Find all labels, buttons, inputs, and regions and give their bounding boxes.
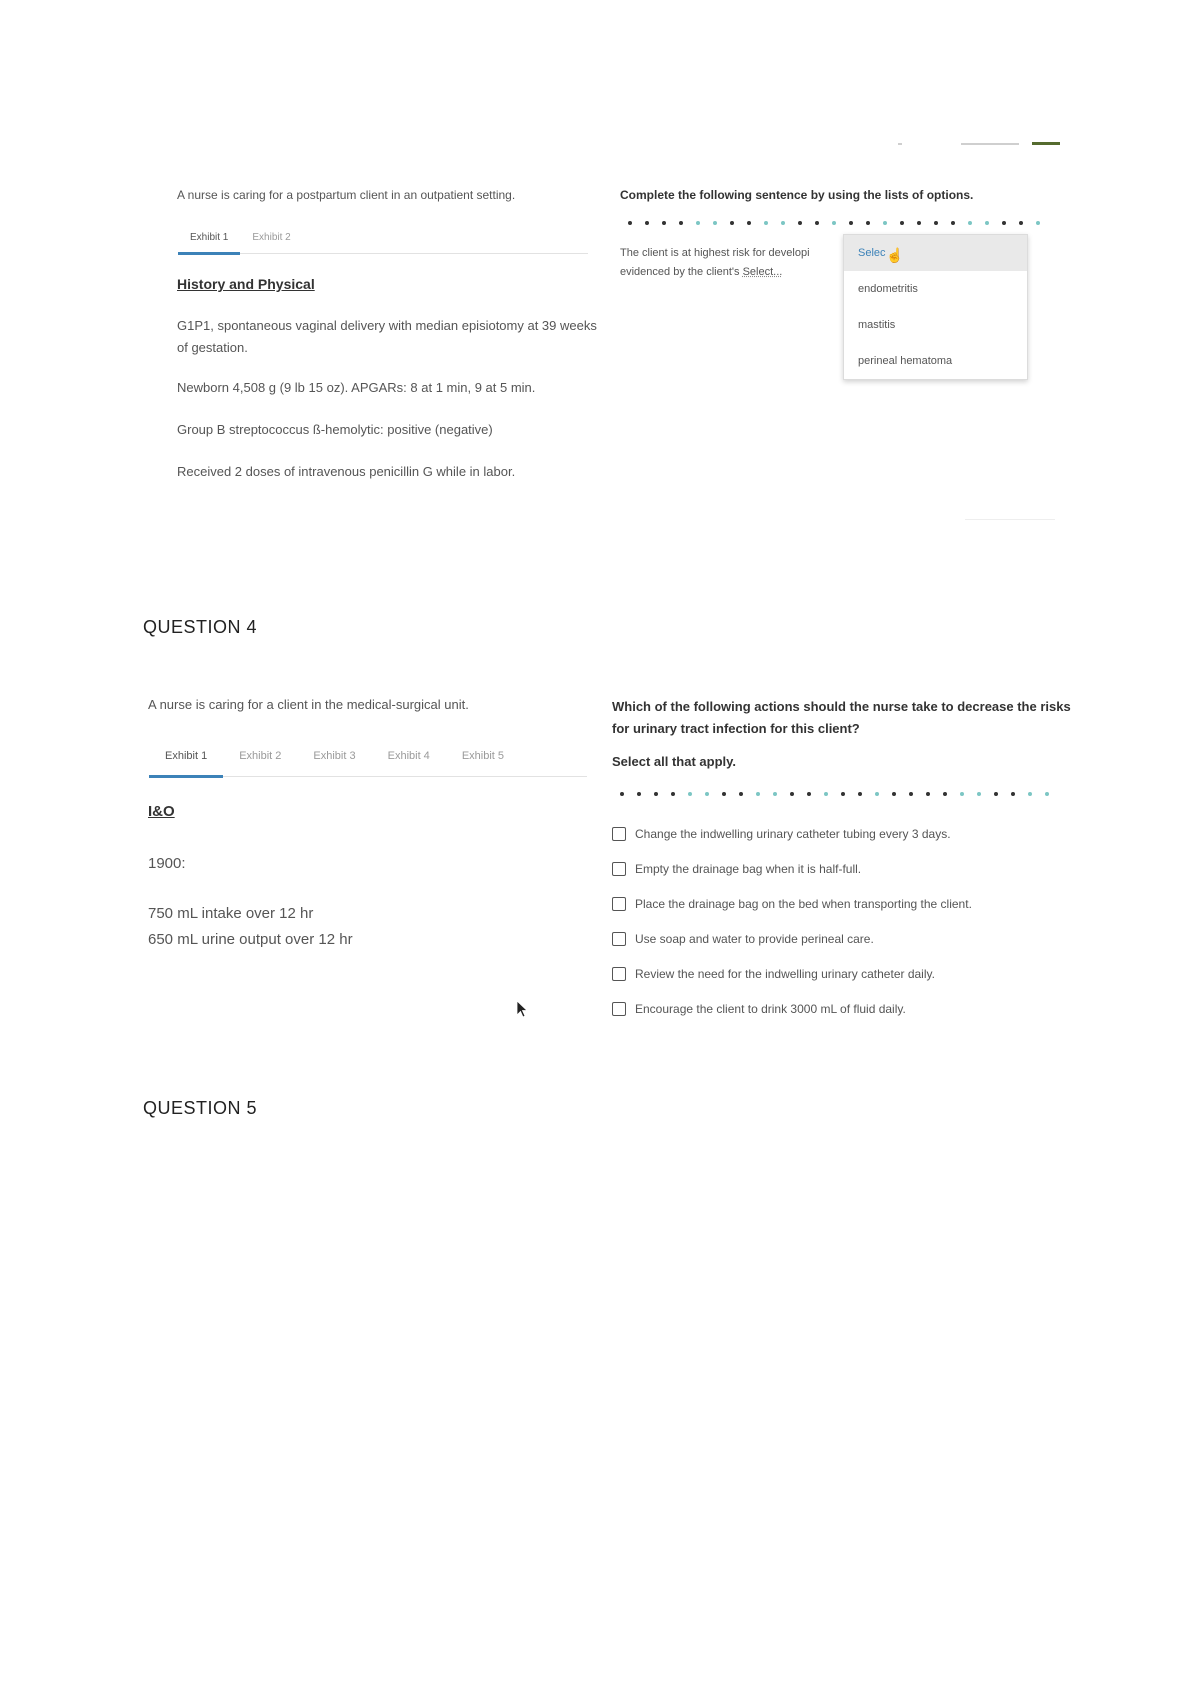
- q3-stem: A nurse is caring for a postpartum client in an outpatient setting.: [177, 188, 516, 202]
- q3-tab-exhibit-2[interactable]: Exhibit 2: [252, 232, 291, 243]
- checkbox[interactable]: [612, 862, 626, 876]
- divider-dot: [679, 221, 683, 225]
- divider-dot: [900, 221, 904, 225]
- q4-option-label: Encourage the client to drink 3000 mL of fluid daily.: [635, 1002, 906, 1016]
- q3-paragraph-2: Newborn 4,508 g (9 lb 15 oz). APGARs: 8 at 1 min, 9 at 5 min.: [177, 380, 536, 395]
- divider-dot: [747, 221, 751, 225]
- top-divider-gray: [961, 143, 1019, 145]
- q4-option-label: Change the indwelling urinary catheter tubing every 3 days.: [635, 827, 951, 841]
- divider-dot: [671, 792, 675, 796]
- divider-dot: [1011, 792, 1015, 796]
- divider-dot: [637, 792, 641, 796]
- q3-dotted-divider: [628, 221, 1053, 225]
- mouse-pointer-icon: [516, 1000, 528, 1018]
- divider-dot: [1045, 792, 1049, 796]
- divider-dot: [926, 792, 930, 796]
- q4-output: 650 mL urine output over 12 hr: [148, 931, 353, 948]
- q3-second-select[interactable]: Select...: [742, 266, 783, 278]
- q4-tab-exhibit-3[interactable]: Exhibit 3: [313, 750, 356, 762]
- q4-option-label: Empty the drainage bag when it is half-full.: [635, 862, 862, 876]
- divider-dot: [739, 792, 743, 796]
- q4-tab-exhibit-5[interactable]: Exhibit 5: [461, 750, 505, 762]
- divider-dot: [1002, 221, 1006, 225]
- divider-dot: [892, 792, 896, 796]
- q4-option-row[interactable]: [612, 967, 935, 981]
- q3-paragraph-1: G1P1, spontaneous vaginal delivery with median episiotomy at 39 weeks of gestation.: [177, 318, 597, 355]
- q3-tab-exhibit-1[interactable]: Exhibit 1: [178, 232, 240, 253]
- divider-dot: [917, 221, 921, 225]
- q4-time: 1900:: [148, 855, 186, 872]
- q3-section-heading: History and Physical: [177, 276, 315, 292]
- checkbox[interactable]: [612, 932, 626, 946]
- divider-dot: [645, 221, 649, 225]
- divider-dot: [688, 792, 692, 796]
- q3-bottom-divider: [965, 519, 1055, 520]
- q4-option-row[interactable]: [612, 932, 874, 946]
- divider-dot: [773, 792, 777, 796]
- divider-dot: [824, 792, 828, 796]
- divider-dot: [798, 221, 802, 225]
- q4-option-label: Place the drainage bag on the bed when transporting the client.: [635, 897, 972, 911]
- checkbox[interactable]: [612, 897, 626, 911]
- divider-dot: [807, 792, 811, 796]
- top-divider-small: [898, 143, 902, 145]
- q4-option-row[interactable]: [612, 827, 951, 841]
- q4-option-label: Use soap and water to provide perineal care.: [635, 932, 874, 946]
- divider-dot: [849, 221, 853, 225]
- q3-option-mastitis[interactable]: mastitis: [858, 319, 896, 331]
- divider-dot: [696, 221, 700, 225]
- q3-sentence-line-1: The client is at highest risk for developi: [620, 247, 810, 259]
- q4-stem: A nurse is caring for a client in the medical-surgical unit.: [148, 697, 469, 712]
- q4-option-row[interactable]: [612, 897, 972, 911]
- divider-dot: [841, 792, 845, 796]
- q4-dotted-divider: [620, 792, 1062, 796]
- q4-intake: 750 mL intake over 12 hr: [148, 905, 314, 922]
- divider-dot: [883, 221, 887, 225]
- divider-dot: [1028, 792, 1032, 796]
- q4-option-label: Review the need for the indwelling urinary catheter daily.: [635, 967, 935, 981]
- q4-tab-exhibit-2[interactable]: Exhibit 2: [239, 750, 282, 762]
- q3-paragraph-4: Received 2 doses of intravenous penicillin G while in labor.: [177, 464, 516, 479]
- q3-sentence-line-2: [620, 263, 860, 282]
- q3-option-endometritis[interactable]: endometritis: [858, 283, 918, 295]
- checkbox[interactable]: [612, 967, 626, 981]
- divider-dot: [977, 792, 981, 796]
- divider-dot: [628, 221, 632, 225]
- divider-dot: [705, 792, 709, 796]
- q4-question: Which of the following actions should the nurse take to decrease the risks for urinary tract infection for this client?: [612, 699, 1071, 736]
- divider-dot: [662, 221, 666, 225]
- divider-dot: [951, 221, 955, 225]
- q4-option-row[interactable]: [612, 862, 861, 876]
- top-divider-green: [1032, 142, 1060, 145]
- question-4-label: QUESTION 4: [143, 617, 258, 637]
- q4-option-row[interactable]: [612, 1002, 906, 1016]
- q4-tab-exhibit-1[interactable]: Exhibit 1: [149, 750, 223, 776]
- divider-dot: [713, 221, 717, 225]
- checkbox[interactable]: [612, 1002, 626, 1016]
- divider-dot: [654, 792, 658, 796]
- divider-dot: [764, 221, 768, 225]
- hand-cursor-icon: ☝: [886, 247, 904, 263]
- divider-dot: [994, 792, 998, 796]
- divider-dot: [1019, 221, 1023, 225]
- q3-exhibit-tabs: [178, 232, 588, 254]
- q3-sentence-prefix: evidenced by the client's: [620, 266, 743, 278]
- divider-dot: [1036, 221, 1040, 225]
- divider-dot: [858, 792, 862, 796]
- checkbox[interactable]: [612, 827, 626, 841]
- q3-paragraph-3: Group B streptococcus ß-hemolytic: positive (negative): [177, 422, 493, 437]
- divider-dot: [875, 792, 879, 796]
- q3-sentence: [620, 244, 860, 282]
- divider-dot: [943, 792, 947, 796]
- divider-dot: [722, 792, 726, 796]
- divider-dot: [790, 792, 794, 796]
- divider-dot: [934, 221, 938, 225]
- divider-dot: [866, 221, 870, 225]
- question-5-label: QUESTION 5: [143, 1098, 258, 1118]
- divider-dot: [730, 221, 734, 225]
- q3-dropdown-menu: [843, 234, 1028, 380]
- divider-dot: [960, 792, 964, 796]
- divider-dot: [909, 792, 913, 796]
- divider-dot: [620, 792, 624, 796]
- divider-dot: [781, 221, 785, 225]
- divider-dot: [756, 792, 760, 796]
- q4-exhibit-tabs: [149, 750, 587, 777]
- divider-dot: [832, 221, 836, 225]
- q3-option-perineal-hematoma[interactable]: perineal hematoma: [858, 355, 953, 367]
- divider-dot: [815, 221, 819, 225]
- q3-dropdown-selected[interactable]: [844, 235, 1027, 271]
- q3-instruction: Complete the following sentence by using the lists of options.: [620, 188, 974, 202]
- q4-select-all: Select all that apply.: [612, 754, 737, 769]
- q4-section-heading: I&O: [148, 803, 175, 820]
- q3-dropdown-selected-label: Selec: [858, 247, 886, 259]
- divider-dot: [985, 221, 989, 225]
- q4-tab-exhibit-4[interactable]: Exhibit 4: [387, 750, 430, 762]
- divider-dot: [968, 221, 972, 225]
